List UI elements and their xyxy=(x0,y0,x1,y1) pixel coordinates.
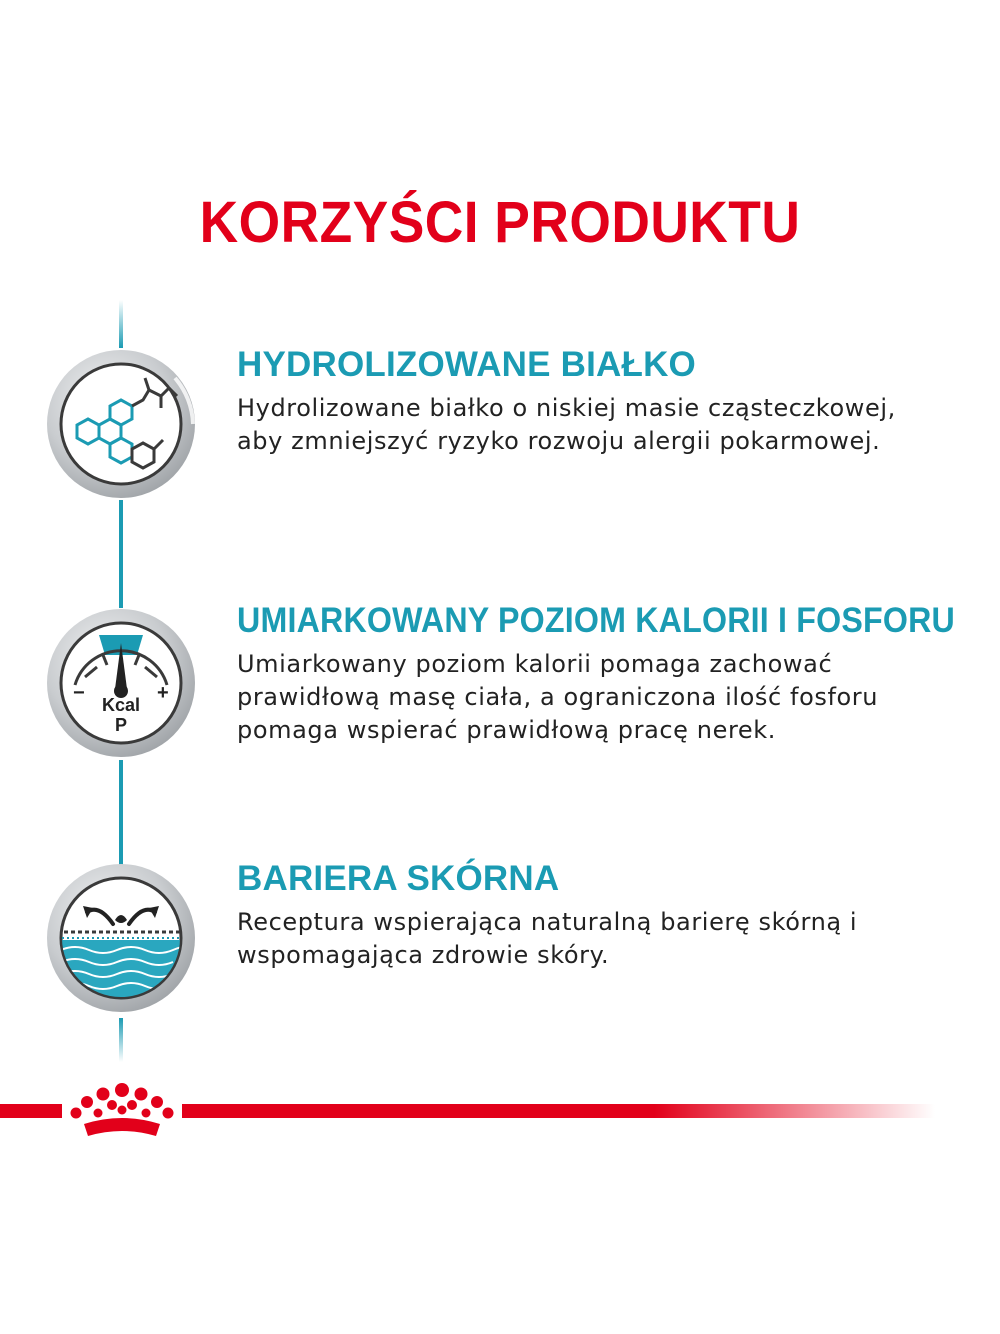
benefit-skin-barrier xyxy=(237,858,982,972)
timeline-segment-2 xyxy=(119,760,123,870)
benefit-calories-phosphorus xyxy=(237,600,982,747)
benefit-description-line: pomaga wspierać prawidłową pracę nerek. xyxy=(237,716,776,744)
benefit-hydrolyzed-protein xyxy=(237,344,982,458)
kcal-phosphorus-gauge-icon xyxy=(45,607,197,759)
gauge-label-p: P xyxy=(114,715,128,735)
benefit-description-line: Hydrolizowane białko o niskiej masie cząsteczkowej, xyxy=(237,394,896,422)
benefit-description-line: aby zmniejszyć ryzyko rozwoju alergii pokarmowej. xyxy=(237,427,881,455)
benefit-description-line: prawidłową masę ciała, a ograniczona ilość fosforu xyxy=(237,683,879,711)
benefit-description-line: wspomagająca zdrowie skóry. xyxy=(237,941,610,969)
benefit-description xyxy=(237,392,982,458)
timeline-segment-top xyxy=(119,300,123,348)
skin-barrier-icon xyxy=(45,862,197,1014)
gauge-label-kcal: Kcal xyxy=(101,695,141,715)
benefit-title: HYDROLIZOWANE BIAŁKO xyxy=(237,345,696,384)
benefit-title: BARIERA SKÓRNA xyxy=(237,859,560,898)
timeline-segment-bottom xyxy=(119,1018,123,1062)
benefit-description-line: Umiarkowany poziom kalorii pomaga zachować xyxy=(237,650,833,678)
hydrolyzed-protein-molecule-icon xyxy=(45,348,197,500)
timeline-segment-1 xyxy=(119,500,123,608)
benefit-description xyxy=(237,648,982,747)
benefit-title: UMIARKOWANY POZIOM KALORII I FOSFORU xyxy=(237,601,956,640)
benefit-description xyxy=(237,906,982,972)
gauge-minus: − xyxy=(73,682,85,704)
benefit-description-line: Receptura wspierająca naturalną barierę skórną i xyxy=(237,908,858,936)
gauge-plus: + xyxy=(157,682,169,704)
page-title: KORZYŚCI PRODUKTU xyxy=(199,190,801,255)
royal-canin-crown-logo xyxy=(62,1082,182,1140)
